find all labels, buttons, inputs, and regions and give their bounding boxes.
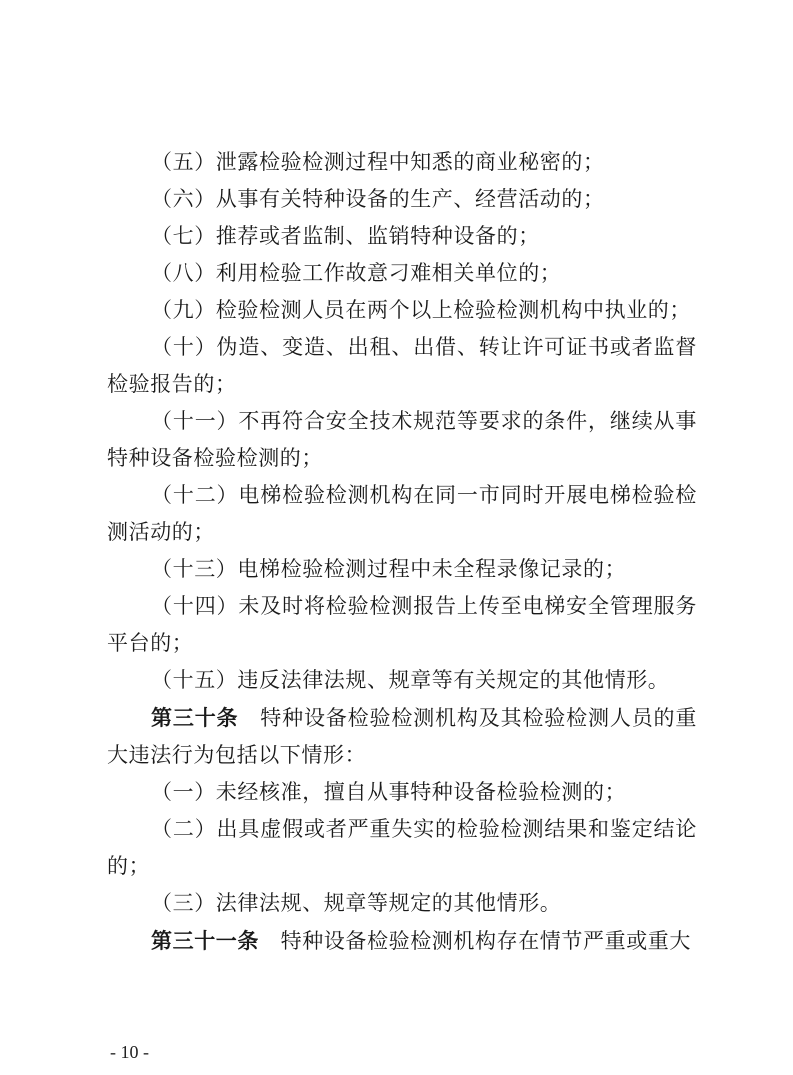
list-item: （十一）不再符合安全技术规范等要求的条件，继续从事特种设备检验检测的； — [107, 409, 697, 470]
list-item: （十三）电梯检验检测过程中未全程录像记录的； — [151, 557, 627, 581]
list-item: （六）从事有关特种设备的生产、经营活动的； — [151, 187, 605, 211]
article-30-title: 第三十条 — [151, 705, 239, 730]
page-number: - 10 - — [110, 1042, 149, 1062]
article-30-text: 特种设备检验检测机构及其检验检测人员的重大违法行为包括以下情形： — [107, 706, 698, 767]
list-item: （五）泄露检验检测过程中知悉的商业秘密的； — [151, 150, 605, 174]
article-31-text: 特种设备检验检测机构存在情节严重或重大 — [280, 929, 692, 953]
article-30-paragraph — [107, 699, 697, 774]
list-item: （二）出具虚假或者严重失实的检验检测结果和鉴定结论的； — [107, 817, 697, 878]
list-item: （十四）未及时将检验检测报告上传至电梯安全管理服务平台的； — [107, 594, 697, 655]
list-item: （八）利用检验工作故意刁难相关单位的； — [151, 261, 562, 285]
list-item: （七）推荐或者监制、监销特种设备的； — [151, 224, 540, 248]
list-item: （九）检验检测人员在两个以上检验检测机构中执业的； — [151, 298, 691, 322]
list-item: （三）法律法规、规章等规定的其他情形。 — [151, 891, 562, 915]
list-item: （十）伪造、变造、出租、出借、转让许可证书或者监督检验报告的； — [107, 335, 697, 396]
article-31-paragraph — [107, 922, 697, 960]
list-item: （十二）电梯检验检测机构在同一市同时开展电梯检验检测活动的； — [107, 483, 697, 544]
list-item: （一）未经核准，擅自从事特种设备检验检测的； — [151, 780, 627, 804]
document-body — [107, 144, 697, 960]
list-item: （十五）违反法律法规、规章等有关规定的其他情形。 — [151, 668, 670, 692]
article-31-title: 第三十一条 — [151, 928, 259, 953]
